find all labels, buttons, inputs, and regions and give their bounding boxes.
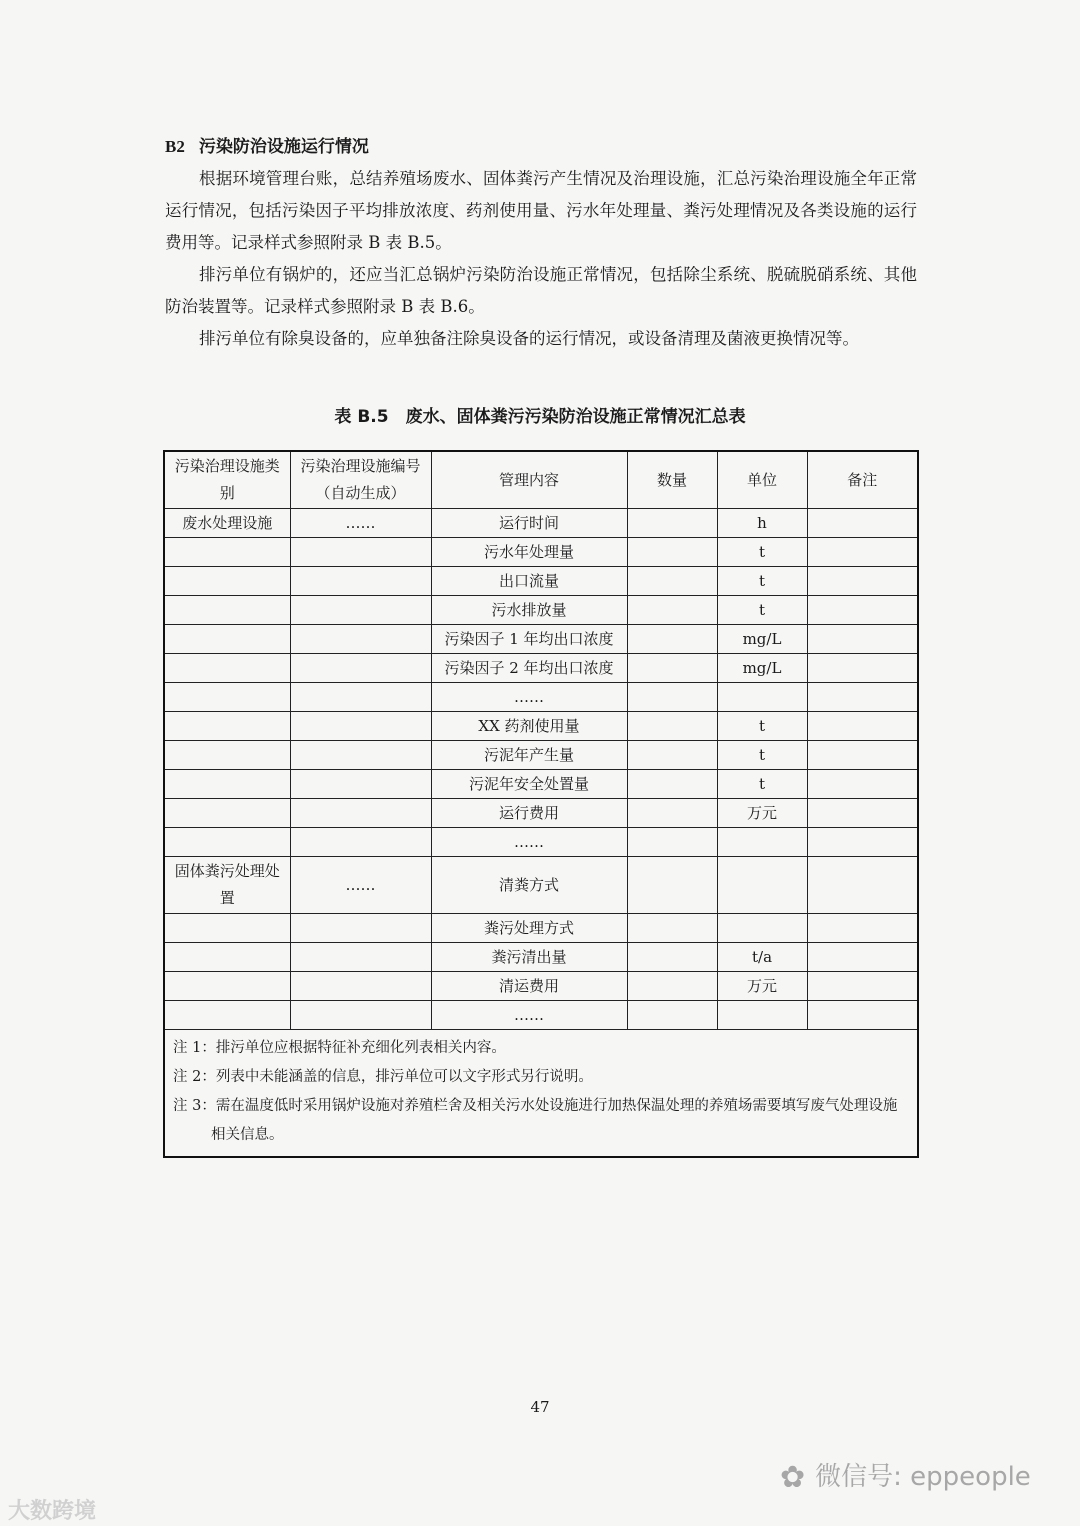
cell-quantity bbox=[627, 538, 717, 567]
table-row bbox=[164, 828, 918, 857]
table-row bbox=[164, 509, 918, 538]
cell-unit: 万元 bbox=[717, 799, 807, 828]
cell-content: 粪污清出量 bbox=[431, 943, 627, 972]
cell-quantity bbox=[627, 1001, 717, 1030]
table-row bbox=[164, 625, 918, 654]
cell-remark bbox=[807, 538, 918, 567]
cell-quantity bbox=[627, 857, 717, 914]
paragraph-2: 排污单位有锅炉的，还应当汇总锅炉污染防治设施正常情况，包括除尘系统、脱硫脱硝系统、其他防治装置等。记录样式参照附录 B 表 B.6。 bbox=[165, 265, 917, 316]
cell-category: 固体粪污处理处置 bbox=[164, 857, 290, 914]
header-unit: 单位 bbox=[717, 451, 807, 509]
cell-remark bbox=[807, 509, 918, 538]
cell-remark bbox=[807, 654, 918, 683]
cell-content: 污染因子 1 年均出口浓度 bbox=[431, 625, 627, 654]
cell-category bbox=[164, 943, 290, 972]
watermark-wechat bbox=[780, 1456, 1031, 1495]
cell-content: 污泥年安全处置量 bbox=[431, 770, 627, 799]
table-row bbox=[164, 596, 918, 625]
cell-code bbox=[290, 741, 431, 770]
cell-unit bbox=[717, 828, 807, 857]
table-row bbox=[164, 972, 918, 1001]
cell-unit: t/a bbox=[717, 943, 807, 972]
cell-category bbox=[164, 770, 290, 799]
cell-remark bbox=[807, 857, 918, 914]
table-row bbox=[164, 741, 918, 770]
cell-code bbox=[290, 538, 431, 567]
cell-code bbox=[290, 567, 431, 596]
cell-unit: 万元 bbox=[717, 972, 807, 1001]
table-row bbox=[164, 770, 918, 799]
header-content: 管理内容 bbox=[431, 451, 627, 509]
table-row bbox=[164, 538, 918, 567]
wechat-icon: ✿ bbox=[780, 1460, 806, 1495]
cell-content: 粪污处理方式 bbox=[431, 914, 627, 943]
cell-content: 污泥年产生量 bbox=[431, 741, 627, 770]
cell-remark bbox=[807, 567, 918, 596]
cell-quantity bbox=[627, 625, 717, 654]
cell-code bbox=[290, 625, 431, 654]
cell-category: 废水处理设施 bbox=[164, 509, 290, 538]
cell-remark bbox=[807, 943, 918, 972]
cell-quantity bbox=[627, 683, 717, 712]
cell-content: 出口流量 bbox=[431, 567, 627, 596]
cell-quantity bbox=[627, 567, 717, 596]
cell-code bbox=[290, 654, 431, 683]
table-row bbox=[164, 683, 918, 712]
cell-category bbox=[164, 625, 290, 654]
note-2: 注 2：列表中未能涵盖的信息，排污单位可以文字形式另行说明。 bbox=[173, 1069, 593, 1085]
cell-remark bbox=[807, 770, 918, 799]
cell-quantity bbox=[627, 770, 717, 799]
table-row bbox=[164, 567, 918, 596]
cell-remark bbox=[807, 596, 918, 625]
cell-category bbox=[164, 972, 290, 1001]
table-row bbox=[164, 1001, 918, 1030]
cell-quantity bbox=[627, 914, 717, 943]
cell-unit: mg/L bbox=[717, 654, 807, 683]
cell-code bbox=[290, 683, 431, 712]
section-number: B2 bbox=[165, 137, 185, 156]
cell-unit bbox=[717, 1001, 807, 1030]
cell-quantity bbox=[627, 799, 717, 828]
cell-content: …… bbox=[431, 683, 627, 712]
cell-code bbox=[290, 712, 431, 741]
cell-quantity bbox=[627, 712, 717, 741]
cell-remark bbox=[807, 1001, 918, 1030]
cell-content: 清运费用 bbox=[431, 972, 627, 1001]
page-number: 47 bbox=[530, 1398, 550, 1416]
cell-category bbox=[164, 654, 290, 683]
cell-code bbox=[290, 799, 431, 828]
cell-unit: mg/L bbox=[717, 625, 807, 654]
table-row bbox=[164, 712, 918, 741]
note-1: 注 1：排污单位应根据特征补充细化列表相关内容。 bbox=[173, 1040, 506, 1056]
note-3: 注 3：需在温度低时采用锅炉设施对养殖栏舍及相关污水处设施进行加热保温处理的养殖场需要填写废气处理设施相关信息。 bbox=[173, 1098, 898, 1143]
cell-content: 运行时间 bbox=[431, 509, 627, 538]
cell-code bbox=[290, 1001, 431, 1030]
cell-category bbox=[164, 741, 290, 770]
header-code: 污染治理设施编号（自动生成） bbox=[290, 451, 431, 509]
cell-quantity bbox=[627, 741, 717, 770]
section-heading bbox=[165, 132, 369, 157]
cell-code bbox=[290, 770, 431, 799]
cell-category bbox=[164, 712, 290, 741]
cell-category bbox=[164, 914, 290, 943]
header-quantity: 数量 bbox=[627, 451, 717, 509]
table-notes bbox=[164, 1030, 918, 1158]
cell-code bbox=[290, 943, 431, 972]
cell-unit bbox=[717, 857, 807, 914]
cell-code: …… bbox=[290, 857, 431, 914]
paragraph-3: 排污单位有除臭设备的，应单独备注除臭设备的运行情况，或设备清理及菌液更换情况等。 bbox=[199, 329, 859, 348]
cell-remark bbox=[807, 972, 918, 1001]
cell-quantity bbox=[627, 509, 717, 538]
cell-quantity bbox=[627, 596, 717, 625]
cell-category bbox=[164, 596, 290, 625]
cell-content: 运行费用 bbox=[431, 799, 627, 828]
cell-remark bbox=[807, 683, 918, 712]
cell-unit: t bbox=[717, 712, 807, 741]
cell-unit bbox=[717, 914, 807, 943]
cell-remark bbox=[807, 712, 918, 741]
watermark-wechat-text: 微信号: eppeople bbox=[815, 1462, 1031, 1492]
cell-unit: t bbox=[717, 567, 807, 596]
cell-quantity bbox=[627, 972, 717, 1001]
cell-category bbox=[164, 1001, 290, 1030]
table-row bbox=[164, 943, 918, 972]
cell-category bbox=[164, 567, 290, 596]
cell-content: …… bbox=[431, 1001, 627, 1030]
cell-category bbox=[164, 538, 290, 567]
table-title: 表 B.5 废水、固体粪污污染防治设施正常情况汇总表 bbox=[334, 407, 746, 427]
cell-unit: t bbox=[717, 741, 807, 770]
cell-code: …… bbox=[290, 509, 431, 538]
header-remark: 备注 bbox=[807, 451, 918, 509]
watermark-brand: 大数跨境 bbox=[8, 1499, 97, 1524]
cell-unit bbox=[717, 683, 807, 712]
table-header-row bbox=[164, 451, 918, 509]
section-title: 污染防治设施运行情况 bbox=[198, 137, 369, 157]
cell-category bbox=[164, 683, 290, 712]
cell-remark bbox=[807, 799, 918, 828]
cell-unit: t bbox=[717, 538, 807, 567]
cell-content: 污水年处理量 bbox=[431, 538, 627, 567]
table-row bbox=[164, 857, 918, 914]
cell-code bbox=[290, 596, 431, 625]
cell-unit: t bbox=[717, 596, 807, 625]
cell-quantity bbox=[627, 943, 717, 972]
table-row bbox=[164, 799, 918, 828]
cell-content: …… bbox=[431, 828, 627, 857]
cell-content: 污水排放量 bbox=[431, 596, 627, 625]
cell-remark bbox=[807, 828, 918, 857]
paragraph-1: 根据环境管理台账，总结养殖场废水、固体粪污产生情况及治理设施，汇总污染治理设施全年正常运行情况，包括污染因子平均排放浓度、药剂使用量、污水年处理量、粪污处理情况及各类设施的运行费用等。记录样式参照附录 B 表 B.5。 bbox=[165, 169, 917, 252]
cell-content: 污染因子 2 年均出口浓度 bbox=[431, 654, 627, 683]
cell-remark bbox=[807, 625, 918, 654]
cell-remark bbox=[807, 741, 918, 770]
table-row bbox=[164, 654, 918, 683]
cell-remark bbox=[807, 914, 918, 943]
cell-content: XX 药剂使用量 bbox=[431, 712, 627, 741]
cell-code bbox=[290, 828, 431, 857]
cell-code bbox=[290, 972, 431, 1001]
cell-category bbox=[164, 799, 290, 828]
cell-quantity bbox=[627, 828, 717, 857]
summary-table bbox=[163, 450, 919, 1158]
table-row bbox=[164, 914, 918, 943]
header-category: 污染治理设施类别 bbox=[164, 451, 290, 509]
cell-category bbox=[164, 828, 290, 857]
cell-unit: t bbox=[717, 770, 807, 799]
cell-code bbox=[290, 914, 431, 943]
table-notes-row bbox=[164, 1030, 918, 1158]
cell-unit: h bbox=[717, 509, 807, 538]
cell-quantity bbox=[627, 654, 717, 683]
cell-content: 清粪方式 bbox=[431, 857, 627, 914]
